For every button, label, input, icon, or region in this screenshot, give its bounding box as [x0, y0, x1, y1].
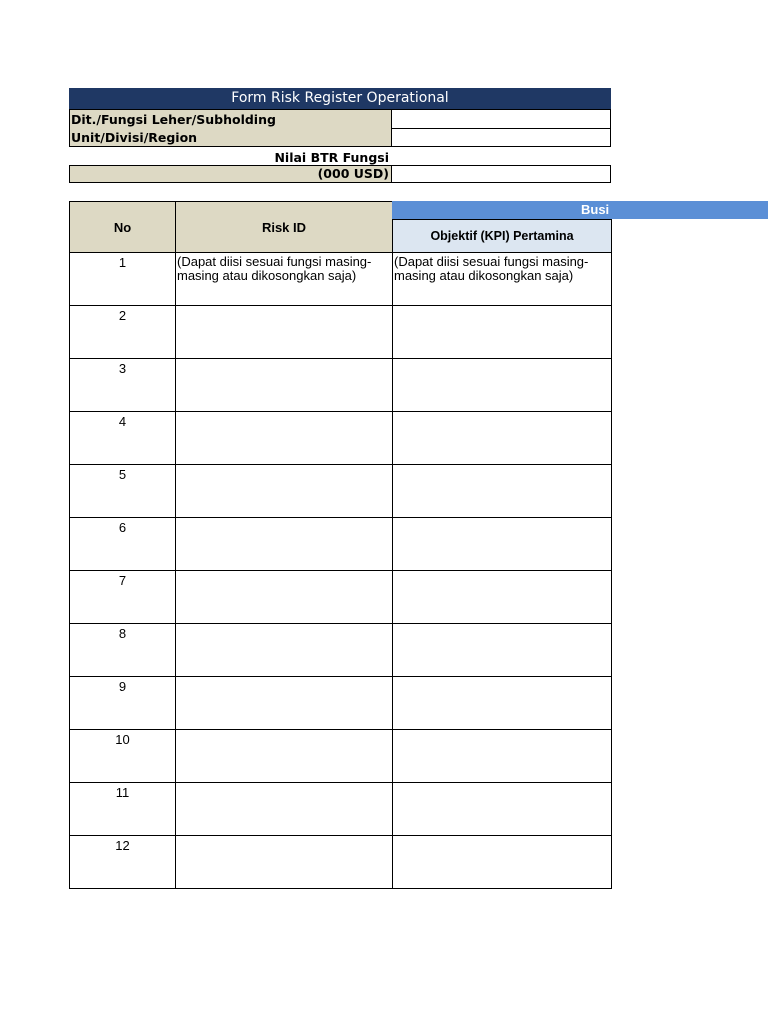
row-number: 3	[70, 359, 176, 412]
table-row	[70, 730, 612, 783]
row-number: 8	[70, 624, 176, 677]
kpi-cell[interactable]	[393, 465, 612, 518]
kpi-cell[interactable]	[393, 306, 612, 359]
row-number: 5	[70, 465, 176, 518]
info-label-unit: Unit/Divisi/Region	[71, 130, 198, 145]
row-number: 10	[70, 730, 176, 783]
kpi-cell[interactable]	[393, 412, 612, 465]
risk-id-cell[interactable]	[176, 306, 393, 359]
table-row	[70, 677, 612, 730]
risk-id-cell[interactable]	[176, 677, 393, 730]
risk-id-cell[interactable]	[176, 624, 393, 677]
row-number: 2	[70, 306, 176, 359]
risk-id-cell[interactable]	[176, 730, 393, 783]
risk-id-cell[interactable]	[176, 465, 393, 518]
kpi-cell[interactable]	[393, 359, 612, 412]
info-label-directorate: Dit./Fungsi Leher/Subholding	[71, 112, 276, 127]
row-number: 6	[70, 518, 176, 571]
header-kpi: Objektif (KPI) Pertamina	[393, 220, 612, 253]
table-row	[70, 624, 612, 677]
kpi-cell[interactable]: (Dapat diisi sesuai fungsi masing- masing atau dikosongkan saja)	[393, 253, 612, 306]
row-number: 11	[70, 783, 176, 836]
btr-unit-label: (000 USD)	[69, 165, 392, 183]
business-band	[392, 201, 768, 219]
risk-id-cell[interactable]	[176, 571, 393, 624]
table-row	[70, 783, 612, 836]
btr-value-input-cell[interactable]	[392, 165, 611, 183]
unit-input-cell[interactable]	[392, 128, 611, 147]
table-row	[70, 571, 612, 624]
table-row	[70, 836, 612, 889]
table-row	[70, 359, 612, 412]
row-number: 1	[70, 253, 176, 306]
table-row	[70, 306, 612, 359]
row-number: 4	[70, 412, 176, 465]
risk-id-cell[interactable]: (Dapat diisi sesuai fungsi masing- masing atau dikosongkan saja)	[176, 253, 393, 306]
row-number: 7	[70, 571, 176, 624]
kpi-cell[interactable]	[393, 730, 612, 783]
header-no: No	[70, 202, 176, 253]
table-row	[70, 518, 612, 571]
business-band-label: Busi	[581, 202, 610, 217]
directorate-input-cell[interactable]	[392, 109, 611, 129]
risk-id-cell[interactable]	[176, 783, 393, 836]
row-number: 12	[70, 836, 176, 889]
table-row	[70, 253, 612, 306]
kpi-cell[interactable]	[393, 518, 612, 571]
risk-id-cell[interactable]	[176, 412, 393, 465]
risk-id-cell[interactable]	[176, 836, 393, 889]
risk-id-cell[interactable]	[176, 359, 393, 412]
table-body	[70, 253, 612, 889]
kpi-cell[interactable]	[393, 624, 612, 677]
table-row	[70, 412, 612, 465]
kpi-cell[interactable]	[393, 783, 612, 836]
info-label-cell	[69, 109, 392, 147]
kpi-cell[interactable]	[393, 677, 612, 730]
header-risk-id: Risk ID	[176, 202, 393, 253]
kpi-cell[interactable]	[393, 571, 612, 624]
risk-id-cell[interactable]	[176, 518, 393, 571]
row-number: 9	[70, 677, 176, 730]
form-title: Form Risk Register Operational	[69, 88, 611, 109]
table-row	[70, 465, 612, 518]
kpi-cell[interactable]	[393, 836, 612, 889]
btr-label: Nilai BTR Fungsi	[274, 150, 389, 165]
risk-register-table	[69, 201, 612, 889]
